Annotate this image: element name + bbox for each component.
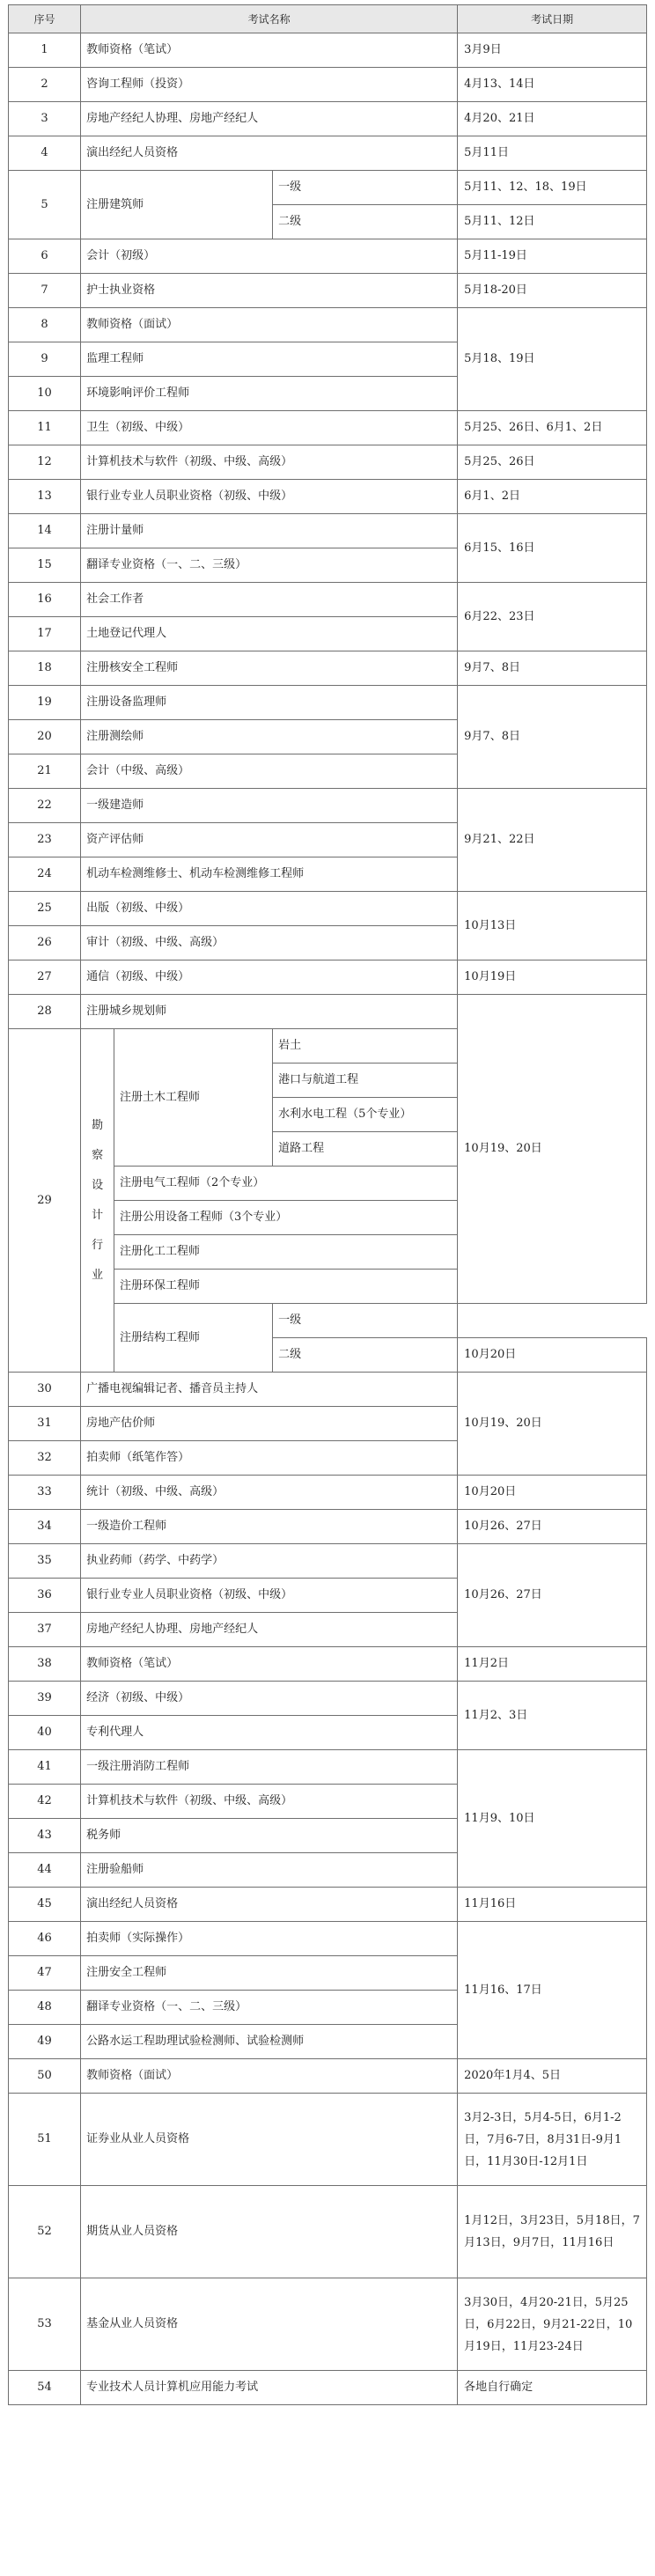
row-number: 36 — [9, 1579, 81, 1613]
row-number: 26 — [9, 926, 81, 960]
exam-date: 4月20、21日 — [458, 102, 647, 136]
table-row — [9, 995, 647, 1029]
exam-date: 10月13日 — [458, 892, 647, 960]
table-row — [9, 2278, 647, 2371]
table-row — [9, 960, 647, 995]
row-number: 51 — [9, 2094, 81, 2186]
table-row — [9, 445, 647, 480]
table-row — [9, 2094, 647, 2186]
exam-date: 5月25、26日 — [458, 445, 647, 480]
exam-name: 注册核安全工程师 — [81, 651, 458, 686]
survey-category-label — [81, 1029, 114, 1373]
table-row — [9, 2186, 647, 2278]
table-row — [9, 892, 647, 926]
exam-date: 5月25、26日、6月1、2日 — [458, 411, 647, 445]
table-row — [9, 239, 647, 274]
exam-date: 5月18-20日 — [458, 274, 647, 308]
exam-name: 环境影响评价工程师 — [81, 377, 458, 411]
exam-name: 注册城乡规划师 — [81, 995, 458, 1029]
row-number: 25 — [9, 892, 81, 926]
row-number: 16 — [9, 583, 81, 617]
row-number: 47 — [9, 1956, 81, 1991]
exam-date: 11月2、3日 — [458, 1682, 647, 1750]
table-row — [9, 1510, 647, 1544]
row-number: 23 — [9, 823, 81, 857]
exam-name: 教师资格（笔试） — [81, 33, 458, 68]
exam-name: 广播电视编辑记者、播音员主持人 — [81, 1373, 458, 1407]
exam-date: 5月11日 — [458, 136, 647, 171]
exam-level: 一级 — [273, 1304, 458, 1338]
exam-date: 9月21、22日 — [458, 789, 647, 892]
row-number: 18 — [9, 651, 81, 686]
table-row — [9, 33, 647, 68]
table-row — [9, 651, 647, 686]
exam-name: 会计（中级、高级） — [81, 754, 458, 789]
exam-name: 通信（初级、中级） — [81, 960, 458, 995]
exam-name: 注册设备监理师 — [81, 686, 458, 720]
exam-name: 证券业从业人员资格 — [81, 2094, 458, 2186]
exam-date: 11月16日 — [458, 1888, 647, 1922]
row-number: 27 — [9, 960, 81, 995]
table-row — [9, 1476, 647, 1510]
row-number: 31 — [9, 1407, 81, 1441]
table-row — [9, 514, 647, 548]
table-header-row — [9, 5, 647, 33]
row-number: 7 — [9, 274, 81, 308]
exam-name: 拍卖师（实际操作） — [81, 1922, 458, 1956]
exam-date: 4月13、14日 — [458, 68, 647, 102]
structural-engineer-group: 注册结构工程师 — [114, 1304, 273, 1373]
table-row — [9, 274, 647, 308]
exam-name: 社会工作者 — [81, 583, 458, 617]
exam-name: 注册建筑师 — [81, 171, 273, 239]
exam-name: 一级造价工程师 — [81, 1510, 458, 1544]
exam-schedule-table — [8, 4, 647, 2405]
row-number: 48 — [9, 1991, 81, 2025]
survey-exam-name: 注册化工工程师 — [114, 1235, 458, 1270]
exam-name: 护士执业资格 — [81, 274, 458, 308]
table-row — [9, 2059, 647, 2094]
exam-name: 期货从业人员资格 — [81, 2186, 458, 2278]
table-row — [9, 68, 647, 102]
row-number: 35 — [9, 1544, 81, 1579]
exam-name: 执业药师（药学、中药学） — [81, 1544, 458, 1579]
civil-subfield: 港口与航道工程 — [273, 1064, 458, 1098]
exam-date: 10月26、27日 — [458, 1510, 647, 1544]
row-number: 8 — [9, 308, 81, 342]
exam-name: 注册测绘师 — [81, 720, 458, 754]
civil-engineer-group: 注册土木工程师 — [114, 1029, 273, 1167]
exam-date: 5月11、12、18、19日 — [458, 171, 647, 205]
table-row — [9, 1373, 647, 1407]
exam-date: 10月20日 — [458, 1338, 647, 1373]
exam-date: 6月1、2日 — [458, 480, 647, 514]
row-number: 34 — [9, 1510, 81, 1544]
table-row — [9, 1647, 647, 1682]
row-number: 30 — [9, 1373, 81, 1407]
row-number: 17 — [9, 617, 81, 651]
row-number: 10 — [9, 377, 81, 411]
table-row — [9, 2371, 647, 2405]
table-row — [9, 102, 647, 136]
row-number: 9 — [9, 342, 81, 377]
table-row — [9, 1888, 647, 1922]
exam-name: 基金从业人员资格 — [81, 2278, 458, 2371]
header-exam-date: 考试日期 — [458, 5, 647, 33]
row-number: 32 — [9, 1441, 81, 1476]
exam-name: 房地产经纪人协理、房地产经纪人 — [81, 102, 458, 136]
row-number: 53 — [9, 2278, 81, 2371]
exam-name: 土地登记代理人 — [81, 617, 458, 651]
exam-name: 税务师 — [81, 1819, 458, 1853]
exam-date: 5月18、19日 — [458, 308, 647, 411]
exam-name: 出版（初级、中级） — [81, 892, 458, 926]
table-row — [9, 1544, 647, 1579]
exam-date: 3月9日 — [458, 33, 647, 68]
civil-subfield: 水利水电工程（5个专业） — [273, 1098, 458, 1132]
exam-name: 拍卖师（纸笔作答） — [81, 1441, 458, 1476]
exam-name: 资产评估师 — [81, 823, 458, 857]
row-number: 5 — [9, 171, 81, 239]
row-number: 49 — [9, 2025, 81, 2059]
survey-exam-name: 注册公用设备工程师（3个专业） — [114, 1201, 458, 1235]
exam-name: 经济（初级、中级） — [81, 1682, 458, 1716]
exam-date: 6月15、16日 — [458, 514, 647, 583]
table-row — [9, 1922, 647, 1956]
exam-date: 10月19、20日 — [458, 995, 647, 1304]
table-row — [9, 789, 647, 823]
exam-name: 专利代理人 — [81, 1716, 458, 1750]
row-number: 50 — [9, 2059, 81, 2094]
exam-name: 审计（初级、中级、高级） — [81, 926, 458, 960]
row-number: 6 — [9, 239, 81, 274]
row-number: 21 — [9, 754, 81, 789]
row-number: 2 — [9, 68, 81, 102]
row-number: 33 — [9, 1476, 81, 1510]
row-number: 38 — [9, 1647, 81, 1682]
exam-name: 监理工程师 — [81, 342, 458, 377]
row-number: 29 — [9, 1029, 81, 1373]
row-number: 1 — [9, 33, 81, 68]
exam-name: 注册验船师 — [81, 1853, 458, 1888]
exam-date: 11月2日 — [458, 1647, 647, 1682]
exam-level: 一级 — [273, 171, 458, 205]
row-number: 54 — [9, 2371, 81, 2405]
table-row — [9, 411, 647, 445]
row-number: 13 — [9, 480, 81, 514]
table-row — [9, 480, 647, 514]
exam-name: 一级建造师 — [81, 789, 458, 823]
exam-name: 教师资格（笔试） — [81, 1647, 458, 1682]
civil-subfield: 道路工程 — [273, 1132, 458, 1167]
row-number: 15 — [9, 548, 81, 583]
exam-name: 银行业专业人员职业资格（初级、中级） — [81, 480, 458, 514]
exam-name: 公路水运工程助理试验检测师、试验检测师 — [81, 2025, 458, 2059]
table-row — [9, 136, 647, 171]
exam-date: 9月7、8日 — [458, 651, 647, 686]
exam-name: 注册安全工程师 — [81, 1956, 458, 1991]
exam-name: 演出经纪人员资格 — [81, 1888, 458, 1922]
row-number: 3 — [9, 102, 81, 136]
row-number: 44 — [9, 1853, 81, 1888]
row-number: 20 — [9, 720, 81, 754]
category-char: 计 — [92, 1208, 104, 1222]
exam-level: 二级 — [273, 1338, 458, 1373]
exam-name: 计算机技术与软件（初级、中级、高级） — [81, 1785, 458, 1819]
exam-name: 演出经纪人员资格 — [81, 136, 458, 171]
exam-date: 10月19、20日 — [458, 1373, 647, 1476]
header-exam-name: 考试名称 — [81, 5, 458, 33]
exam-name: 咨询工程师（投资） — [81, 68, 458, 102]
row-number: 22 — [9, 789, 81, 823]
exam-date: 11月9、10日 — [458, 1750, 647, 1888]
exam-date: 3月2-3日，5月4-5日，6月1-2日，7月6-7日，8月31日-9月1日，11月30日-12月1日 — [458, 2094, 647, 2186]
exam-date: 3月30日，4月20-21日，5月25日，6月22日，9月21-22日，10月19日，11月23-24日 — [458, 2278, 647, 2371]
exam-name: 教师资格（面试） — [81, 2059, 458, 2094]
row-number: 41 — [9, 1750, 81, 1785]
exam-name: 教师资格（面试） — [81, 308, 458, 342]
exam-date: 5月11-19日 — [458, 239, 647, 274]
table-row — [9, 583, 647, 617]
exam-date: 6月22、23日 — [458, 583, 647, 651]
category-char: 勘 — [92, 1118, 104, 1132]
exam-name: 机动车检测维修士、机动车检测维修工程师 — [81, 857, 458, 892]
exam-name: 一级注册消防工程师 — [81, 1750, 458, 1785]
exam-name: 房地产经纪人协理、房地产经纪人 — [81, 1613, 458, 1647]
table-row — [9, 686, 647, 720]
exam-level: 二级 — [273, 205, 458, 239]
exam-name: 银行业专业人员职业资格（初级、中级） — [81, 1579, 458, 1613]
exam-name: 计算机技术与软件（初级、中级、高级） — [81, 445, 458, 480]
exam-name: 卫生（初级、中级） — [81, 411, 458, 445]
exam-date: 1月12日，3月23日，5月18日，7月13日，9月7日，11月16日 — [458, 2186, 647, 2278]
survey-exam-name: 注册电气工程师（2个专业） — [114, 1167, 458, 1201]
exam-date: 10月19日 — [458, 960, 647, 995]
category-char: 业 — [92, 1268, 104, 1282]
exam-date: 2020年1月4、5日 — [458, 2059, 647, 2094]
exam-date: 5月11、12日 — [458, 205, 647, 239]
exam-date: 10月20日 — [458, 1476, 647, 1510]
row-number: 39 — [9, 1682, 81, 1716]
row-number: 52 — [9, 2186, 81, 2278]
exam-date: 10月26、27日 — [458, 1544, 647, 1647]
table-row — [9, 1682, 647, 1716]
row-number: 42 — [9, 1785, 81, 1819]
exam-name: 翻译专业资格（一、二、三级） — [81, 548, 458, 583]
row-number: 12 — [9, 445, 81, 480]
category-char: 设 — [92, 1178, 104, 1192]
exam-name: 专业技术人员计算机应用能力考试 — [81, 2371, 458, 2405]
header-index: 序号 — [9, 5, 81, 33]
row-number: 40 — [9, 1716, 81, 1750]
table-row — [9, 308, 647, 342]
row-number: 46 — [9, 1922, 81, 1956]
category-char: 行 — [92, 1238, 104, 1252]
category-char: 察 — [92, 1148, 104, 1162]
row-number: 43 — [9, 1819, 81, 1853]
exam-name: 翻译专业资格（一、二、三级） — [81, 1991, 458, 2025]
exam-name: 房地产估价师 — [81, 1407, 458, 1441]
exam-name: 统计（初级、中级、高级） — [81, 1476, 458, 1510]
row-number: 37 — [9, 1613, 81, 1647]
table-row — [9, 1750, 647, 1785]
exam-date: 各地自行确定 — [458, 2371, 647, 2405]
row-number: 4 — [9, 136, 81, 171]
exam-date: 9月7、8日 — [458, 686, 647, 789]
exam-date: 11月16、17日 — [458, 1922, 647, 2059]
row-number: 19 — [9, 686, 81, 720]
row-number: 28 — [9, 995, 81, 1029]
exam-name: 注册计量师 — [81, 514, 458, 548]
row-number: 24 — [9, 857, 81, 892]
row-number: 45 — [9, 1888, 81, 1922]
civil-subfield: 岩土 — [273, 1029, 458, 1064]
survey-exam-name: 注册环保工程师 — [114, 1270, 458, 1304]
exam-name: 会计（初级） — [81, 239, 458, 274]
row-number: 11 — [9, 411, 81, 445]
table-row — [9, 171, 647, 205]
row-number: 14 — [9, 514, 81, 548]
